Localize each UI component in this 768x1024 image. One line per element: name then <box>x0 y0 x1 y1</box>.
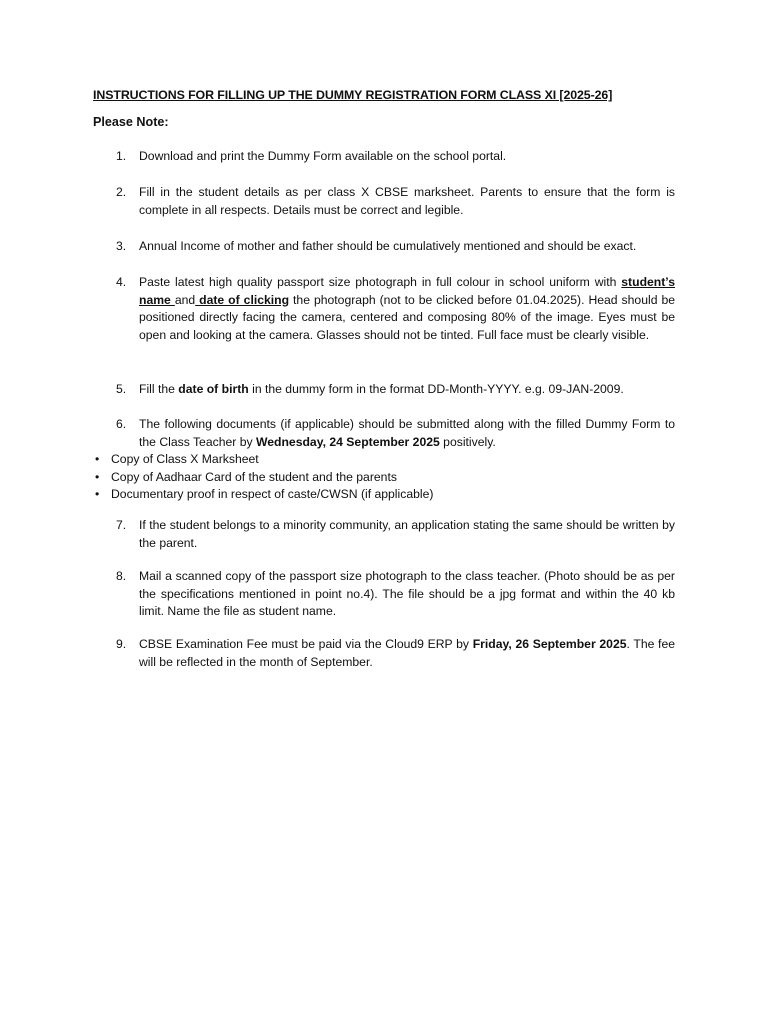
list-item-text: Copy of Class X Marksheet <box>111 452 259 467</box>
item-text <box>139 416 675 451</box>
item-number: 7. <box>116 518 127 532</box>
bullet-icon: • <box>95 469 100 484</box>
item-text: Download and print the Dummy Form available on the school portal. <box>139 149 507 163</box>
bullet-icon: • <box>95 487 100 502</box>
item-number: 2. <box>116 185 127 199</box>
instruction-item-8 <box>93 568 675 621</box>
item-number: 5. <box>116 382 127 396</box>
list-item-text: Copy of Aadhaar Card of the student and the parents <box>111 469 397 484</box>
list-item-text: Documentary proof in respect of caste/CWSN (if applicable) <box>111 487 434 502</box>
item-number: 4. <box>116 275 127 289</box>
instruction-item-1 <box>93 148 675 166</box>
item-text: Mail a scanned copy of the passport size photograph to the class teacher. (Photo should be as per the specifications mentioned in point no.4). The file should be a jpg format and within the 40 kb limit. Name the file as student name. <box>139 569 675 619</box>
instruction-item-6 <box>93 416 675 504</box>
bullet-icon: • <box>95 452 100 467</box>
please-note-label: Please Note: <box>93 115 169 129</box>
instruction-item-2 <box>93 184 675 219</box>
item-number: 8. <box>116 569 127 583</box>
item-text-and: and <box>174 292 196 307</box>
students-name-emphasis: student’s name <box>139 275 675 307</box>
instruction-item-9 <box>93 636 675 671</box>
item-text: Fill in the student details as per class X CBSE marksheet. Parents to ensure that the form is complete in all respects. Details must be correct and legible. <box>139 185 675 217</box>
list-item <box>93 451 675 469</box>
item-text-line1: Paste latest high quality passport size photograph in full colour in school uniform with <box>139 275 617 289</box>
item-number: 9. <box>116 637 127 651</box>
list-item <box>93 486 675 504</box>
item-text-post: . The fee will be reflected in the month of September. <box>139 637 676 669</box>
item-text-pre: The following documents (if applicable) should be submitted along with the filled Dummy Form to the Class Teacher by <box>139 417 675 449</box>
item-text: Annual Income of mother and father should be cumulatively mentioned and should be exact. <box>139 239 637 253</box>
instruction-item-3 <box>93 238 675 256</box>
item-text-post: in the dummy form in the format DD-Month-YYYY. e.g. 09-JAN-2009. <box>248 382 624 396</box>
instruction-item-4 <box>93 274 675 344</box>
date-of-birth-emphasis: date of birth <box>178 382 249 396</box>
documents-list <box>93 451 675 504</box>
item-text: If the student belongs to a minority community, an application stating the same should be written by the parent. <box>139 518 675 550</box>
item-number: 3. <box>116 239 127 253</box>
list-item <box>93 469 675 487</box>
item-text-pre: CBSE Examination Fee must be paid via the Cloud9 ERP by <box>139 637 473 651</box>
item-text-post: positively. <box>439 434 496 449</box>
instruction-item-7 <box>93 517 675 552</box>
instruction-item-5 <box>93 381 675 399</box>
document-title: INSTRUCTIONS FOR FILLING UP THE DUMMY REGISTRATION FORM CLASS XI [2025-26] <box>93 88 613 102</box>
item-number: 1. <box>116 149 127 163</box>
item-text-pre: Fill the <box>139 382 179 396</box>
item-text <box>139 636 675 671</box>
item-text <box>139 381 675 399</box>
item-text <box>139 274 675 344</box>
item-text-rest: the photograph (not to be clicked before 01.04.2025). Head should be positioned directly facing the camera, centered and composing 80% of the image. Eyes must be open and looking at the camera. Glasses should not be tinted. Full face must be clearly visible. <box>139 292 676 342</box>
submission-deadline: Wednesday, 24 September 2025 <box>255 434 440 449</box>
fee-deadline: Friday, 26 September 2025 <box>472 637 627 651</box>
item-number: 6. <box>116 417 127 431</box>
date-of-clicking-emphasis: date of clicking <box>195 292 290 307</box>
